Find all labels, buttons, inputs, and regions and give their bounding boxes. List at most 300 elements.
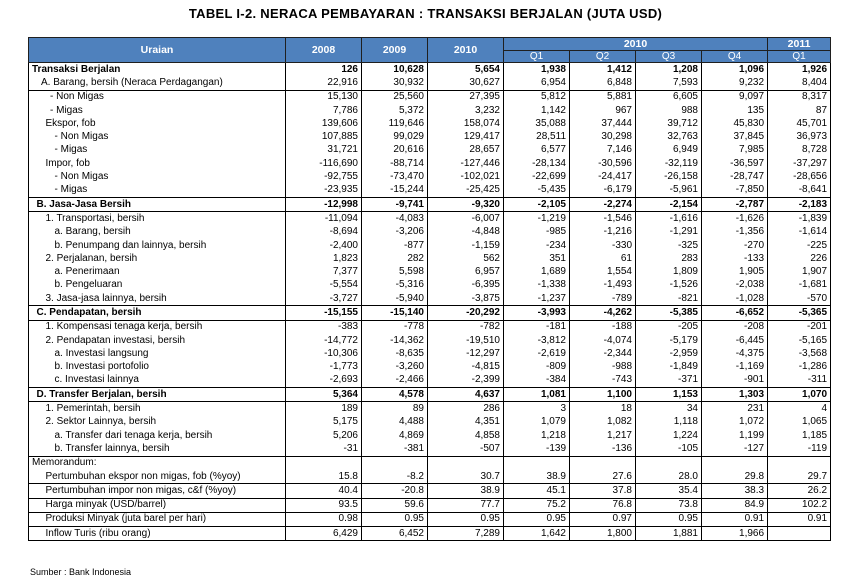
row-value [570, 456, 636, 470]
row-value: -4,262 [570, 306, 636, 320]
row-value: 7,786 [286, 104, 362, 117]
row-value: 5,598 [362, 265, 428, 278]
row-value: 6,949 [636, 144, 702, 157]
row-label: b. Pengeluaran [29, 279, 286, 292]
row-value: 27.6 [570, 470, 636, 484]
row-value: 4 [768, 402, 831, 416]
row-value: 34 [636, 402, 702, 416]
row-value: 1,689 [504, 265, 570, 278]
row-value: -325 [636, 239, 702, 252]
row-value: 0.97 [570, 512, 636, 526]
row-value: -330 [570, 239, 636, 252]
row-label: Memorandum: [29, 456, 286, 470]
row-label: a. Penerimaan [29, 265, 286, 278]
row-value: -384 [504, 374, 570, 388]
header-2010-q1: Q1 [504, 51, 570, 63]
row-value: 0.91 [702, 512, 768, 526]
row-value: 126 [286, 63, 362, 77]
row-value: 6,605 [636, 90, 702, 104]
row-value: -4,083 [362, 212, 428, 226]
row-value: 36,973 [768, 130, 831, 143]
row-value: 26.2 [768, 484, 831, 498]
row-value: -5,435 [504, 184, 570, 198]
row-value: -311 [768, 374, 831, 388]
table-body [29, 63, 831, 541]
row-value: 15,130 [286, 90, 362, 104]
row-value: 1,070 [768, 388, 831, 402]
row-value: -12,297 [428, 347, 504, 360]
row-value: 9,232 [702, 76, 768, 90]
row-value: 8,317 [768, 90, 831, 104]
row-value: -8,635 [362, 347, 428, 360]
row-value: 61 [570, 252, 636, 265]
row-value: -6,445 [702, 334, 768, 347]
table-row [29, 184, 831, 198]
row-value: -119 [768, 442, 831, 456]
row-label: b. Penumpang dan lainnya, bersih [29, 239, 286, 252]
row-value: -15,140 [362, 306, 428, 320]
table-row [29, 416, 831, 429]
row-value: 1,142 [504, 104, 570, 117]
row-value: 7,289 [428, 527, 504, 541]
row-value: 28.0 [636, 470, 702, 484]
row-value: -28,134 [504, 157, 570, 170]
row-value: 1,905 [702, 265, 768, 278]
row-value: 7,146 [570, 144, 636, 157]
row-value: -36,597 [702, 157, 768, 170]
row-value: -24,417 [570, 170, 636, 183]
row-value: 0.98 [286, 512, 362, 526]
row-value: 5,812 [504, 90, 570, 104]
row-value: 283 [636, 252, 702, 265]
table-row [29, 442, 831, 456]
row-value: -3,568 [768, 347, 831, 360]
row-value: 158,074 [428, 117, 504, 130]
row-value: -9,320 [428, 197, 504, 211]
row-value: -5,179 [636, 334, 702, 347]
row-value: 1,966 [702, 527, 768, 541]
row-value: 20,616 [362, 144, 428, 157]
row-value [286, 456, 362, 470]
row-value: 351 [504, 252, 570, 265]
row-value: -1,526 [636, 279, 702, 292]
row-value [428, 456, 504, 470]
row-value: 6,957 [428, 265, 504, 278]
row-value: -139 [504, 442, 570, 456]
row-label: 2. Sektor Lainnya, bersih [29, 416, 286, 429]
row-value: -23,935 [286, 184, 362, 198]
row-value: -2,105 [504, 197, 570, 211]
row-value: -2,787 [702, 197, 768, 211]
row-value: 1,081 [504, 388, 570, 402]
row-value: -6,179 [570, 184, 636, 198]
balance-of-payments-table [28, 37, 831, 541]
row-label: Produksi Minyak (juta barel per hari) [29, 512, 286, 526]
row-value: -381 [362, 442, 428, 456]
row-value: 31,721 [286, 144, 362, 157]
row-value: -821 [636, 292, 702, 306]
row-value: 5,654 [428, 63, 504, 77]
header-group-2011: 2011 [768, 38, 831, 51]
row-value: 5,881 [570, 90, 636, 104]
row-label: - Non Migas [29, 130, 286, 143]
table-row [29, 361, 831, 374]
row-value: 37.8 [570, 484, 636, 498]
row-value: 129,417 [428, 130, 504, 143]
row-value: 6,429 [286, 527, 362, 541]
row-value: -225 [768, 239, 831, 252]
row-value: -12,998 [286, 197, 362, 211]
table-row [29, 347, 831, 360]
row-label: 1. Pemerintah, bersih [29, 402, 286, 416]
row-value: -877 [362, 239, 428, 252]
row-value: 37,444 [570, 117, 636, 130]
row-value: 87 [768, 104, 831, 117]
row-value: 18 [570, 402, 636, 416]
row-label: 3. Jasa-jasa lainnya, bersih [29, 292, 286, 306]
row-value: -5,365 [768, 306, 831, 320]
row-value: -5,165 [768, 334, 831, 347]
row-value: 29.8 [702, 470, 768, 484]
row-value: -28,747 [702, 170, 768, 183]
row-value: -10,306 [286, 347, 362, 360]
row-value: -789 [570, 292, 636, 306]
row-value: -9,741 [362, 197, 428, 211]
row-label: b. Investasi portofolio [29, 361, 286, 374]
row-value: 1,809 [636, 265, 702, 278]
row-value: 135 [702, 104, 768, 117]
row-label: - Migas [29, 104, 286, 117]
row-value: 1,185 [768, 429, 831, 442]
row-value [504, 456, 570, 470]
table-row [29, 157, 831, 170]
row-value: 3 [504, 402, 570, 416]
row-label: Ekspor, fob [29, 117, 286, 130]
row-value: -31 [286, 442, 362, 456]
row-value: -28,656 [768, 170, 831, 183]
table-title: TABEL I-2. NERACA PEMBAYARAN : TRANSAKSI BERJALAN (JUTA USD) [188, 6, 663, 21]
row-value: 1,082 [570, 416, 636, 429]
table-row [29, 402, 831, 416]
row-label: a. Barang, bersih [29, 226, 286, 239]
row-value: -5,385 [636, 306, 702, 320]
row-value: 4,637 [428, 388, 504, 402]
row-value [702, 456, 768, 470]
source-note: Sumber : Bank Indonesia [30, 567, 132, 577]
row-value: -1,493 [570, 279, 636, 292]
row-value: 89 [362, 402, 428, 416]
row-value: -1,839 [768, 212, 831, 226]
row-value: -234 [504, 239, 570, 252]
table-row [29, 63, 831, 77]
table-row [29, 374, 831, 388]
row-value: 37,845 [702, 130, 768, 143]
table-row [29, 90, 831, 104]
row-value: 1,100 [570, 388, 636, 402]
row-value: 231 [702, 402, 768, 416]
row-value: 1,800 [570, 527, 636, 541]
table-row [29, 456, 831, 470]
row-value: -136 [570, 442, 636, 456]
row-value [768, 527, 831, 541]
row-label: Inflow Turis (ribu orang) [29, 527, 286, 541]
row-value: -7,850 [702, 184, 768, 198]
row-value: 1,079 [504, 416, 570, 429]
row-value: 29.7 [768, 470, 831, 484]
header-2010-q2: Q2 [570, 51, 636, 63]
row-value: 6,452 [362, 527, 428, 541]
row-label: C. Pendapatan, bersih [29, 306, 286, 320]
row-value: 59.6 [362, 498, 428, 512]
row-value: -5,961 [636, 184, 702, 198]
row-value: -3,812 [504, 334, 570, 347]
header-uraian: Uraian [29, 38, 286, 63]
row-value: 38.9 [428, 484, 504, 498]
table-row [29, 334, 831, 347]
row-value: 1,208 [636, 63, 702, 77]
row-value: -208 [702, 320, 768, 334]
table-row [29, 144, 831, 157]
row-value: -127 [702, 442, 768, 456]
row-value: -2,183 [768, 197, 831, 211]
row-value: 10,628 [362, 63, 428, 77]
row-value: -4,074 [570, 334, 636, 347]
row-value: 286 [428, 402, 504, 416]
row-value: 35.4 [636, 484, 702, 498]
table-row [29, 265, 831, 278]
row-value: 35,088 [504, 117, 570, 130]
row-value: 282 [362, 252, 428, 265]
row-value: 562 [428, 252, 504, 265]
row-label: 1. Kompensasi tenaga kerja, bersih [29, 320, 286, 334]
header-group-2010: 2010 [504, 38, 768, 51]
row-value: 0.91 [768, 512, 831, 526]
row-value: -105 [636, 442, 702, 456]
row-value: 5,364 [286, 388, 362, 402]
row-value: 4,578 [362, 388, 428, 402]
row-value: -1,159 [428, 239, 504, 252]
row-value: -188 [570, 320, 636, 334]
table-row [29, 117, 831, 130]
row-value: -1,291 [636, 226, 702, 239]
row-value: 84.9 [702, 498, 768, 512]
table-row [29, 388, 831, 402]
row-value: 38.3 [702, 484, 768, 498]
row-value: -30,596 [570, 157, 636, 170]
row-value: 139,606 [286, 117, 362, 130]
row-value: 4,858 [428, 429, 504, 442]
row-value: 38.9 [504, 470, 570, 484]
header-2010-q4: Q4 [702, 51, 768, 63]
row-value: -1,626 [702, 212, 768, 226]
row-value: -20,292 [428, 306, 504, 320]
row-label: a. Transfer dari tenaga kerja, bersih [29, 429, 286, 442]
row-value: -14,362 [362, 334, 428, 347]
row-value: -92,755 [286, 170, 362, 183]
row-value: 0.95 [428, 512, 504, 526]
table-row [29, 320, 831, 334]
row-value: -2,619 [504, 347, 570, 360]
row-value: -19,510 [428, 334, 504, 347]
row-label: Pertumbuhan ekspor non migas, fob (%yoy) [29, 470, 286, 484]
row-value: -25,425 [428, 184, 504, 198]
row-value: 30,627 [428, 76, 504, 90]
row-label: c. Investasi lainnya [29, 374, 286, 388]
table-row [29, 104, 831, 117]
row-value: -809 [504, 361, 570, 374]
row-value: 4,351 [428, 416, 504, 429]
table-row [29, 429, 831, 442]
row-label: Pertumbuhan impor non migas, c&f (%yoy) [29, 484, 286, 498]
row-value: 119,646 [362, 117, 428, 130]
row-value: -4,848 [428, 226, 504, 239]
row-value: -3,875 [428, 292, 504, 306]
row-value: -1,546 [570, 212, 636, 226]
row-value: -3,727 [286, 292, 362, 306]
row-value: 1,303 [702, 388, 768, 402]
row-label: a. Investasi langsung [29, 347, 286, 360]
row-value: 988 [636, 104, 702, 117]
row-value: 1,554 [570, 265, 636, 278]
row-value: 107,885 [286, 130, 362, 143]
row-value: -32,119 [636, 157, 702, 170]
row-value: 1,412 [570, 63, 636, 77]
row-value: 7,377 [286, 265, 362, 278]
table-row [29, 484, 831, 498]
table-row [29, 512, 831, 526]
row-value: -15,155 [286, 306, 362, 320]
row-value: -102,021 [428, 170, 504, 183]
row-value: -5,316 [362, 279, 428, 292]
row-value: -8,641 [768, 184, 831, 198]
table-row [29, 306, 831, 320]
row-value: 7,985 [702, 144, 768, 157]
row-value: -270 [702, 239, 768, 252]
row-label: 2. Pendapatan investasi, bersih [29, 334, 286, 347]
table-row [29, 498, 831, 512]
row-value: -116,690 [286, 157, 362, 170]
table-row [29, 252, 831, 265]
row-value: -1,237 [504, 292, 570, 306]
row-label: - Migas [29, 144, 286, 157]
row-value: -371 [636, 374, 702, 388]
row-value: 45,830 [702, 117, 768, 130]
row-value: 28,511 [504, 130, 570, 143]
row-value: 75.2 [504, 498, 570, 512]
row-value: -6,652 [702, 306, 768, 320]
row-value: 0.95 [636, 512, 702, 526]
row-value: -3,260 [362, 361, 428, 374]
row-value: 1,118 [636, 416, 702, 429]
row-value: 4,869 [362, 429, 428, 442]
row-value: 30,298 [570, 130, 636, 143]
row-value: -4,815 [428, 361, 504, 374]
row-value: -88,714 [362, 157, 428, 170]
row-value: 32,763 [636, 130, 702, 143]
table-row [29, 279, 831, 292]
row-value: -2,466 [362, 374, 428, 388]
row-value: 1,881 [636, 527, 702, 541]
row-value: 189 [286, 402, 362, 416]
row-value: 73.8 [636, 498, 702, 512]
row-value [362, 456, 428, 470]
row-value: -1,169 [702, 361, 768, 374]
row-value: 30,932 [362, 76, 428, 90]
row-value: 4,488 [362, 416, 428, 429]
row-value: 77.7 [428, 498, 504, 512]
row-value: 0.95 [362, 512, 428, 526]
row-value: 93.5 [286, 498, 362, 512]
row-value: -6,395 [428, 279, 504, 292]
row-value: -570 [768, 292, 831, 306]
row-value: -73,470 [362, 170, 428, 183]
row-value: 1,217 [570, 429, 636, 442]
row-value: 1,926 [768, 63, 831, 77]
row-label: Transaksi Berjalan [29, 63, 286, 77]
row-value: -985 [504, 226, 570, 239]
row-value: -2,154 [636, 197, 702, 211]
row-value [636, 456, 702, 470]
row-value: 9,097 [702, 90, 768, 104]
row-label: Harga minyak (USD/barrel) [29, 498, 286, 512]
header-2010-q3: Q3 [636, 51, 702, 63]
row-value: -1,356 [702, 226, 768, 239]
row-value: 1,823 [286, 252, 362, 265]
row-value: -4,375 [702, 347, 768, 360]
row-value: -2,693 [286, 374, 362, 388]
row-value: -1,338 [504, 279, 570, 292]
table-row [29, 527, 831, 541]
row-value: 6,577 [504, 144, 570, 157]
row-value: -743 [570, 374, 636, 388]
row-value: 25,560 [362, 90, 428, 104]
row-label: 2. Perjalanan, bersih [29, 252, 286, 265]
row-value: 1,218 [504, 429, 570, 442]
row-value: -2,038 [702, 279, 768, 292]
row-value: -1,028 [702, 292, 768, 306]
row-value: -8.2 [362, 470, 428, 484]
row-value: 6,848 [570, 76, 636, 90]
row-value: -507 [428, 442, 504, 456]
row-value: -8,694 [286, 226, 362, 239]
table-row [29, 130, 831, 143]
row-value: -201 [768, 320, 831, 334]
row-value: 967 [570, 104, 636, 117]
row-value: 5,372 [362, 104, 428, 117]
row-value: 1,224 [636, 429, 702, 442]
row-value: -3,993 [504, 306, 570, 320]
row-value: -127,446 [428, 157, 504, 170]
row-value: 1,907 [768, 265, 831, 278]
row-value: -11,094 [286, 212, 362, 226]
row-label: b. Transfer lainnya, bersih [29, 442, 286, 456]
row-value: -988 [570, 361, 636, 374]
row-value: 102.2 [768, 498, 831, 512]
row-value: 22,916 [286, 76, 362, 90]
row-value: 1,072 [702, 416, 768, 429]
table-row [29, 226, 831, 239]
table-row [29, 212, 831, 226]
row-value: -22,699 [504, 170, 570, 183]
table-row [29, 197, 831, 211]
header-2010: 2010 [428, 38, 504, 63]
row-value: -383 [286, 320, 362, 334]
row-value: 1,096 [702, 63, 768, 77]
row-label: A. Barang, bersih (Neraca Perdagangan) [29, 76, 286, 90]
row-value: -1,681 [768, 279, 831, 292]
row-value: -14,772 [286, 334, 362, 347]
header-2009: 2009 [362, 38, 428, 63]
